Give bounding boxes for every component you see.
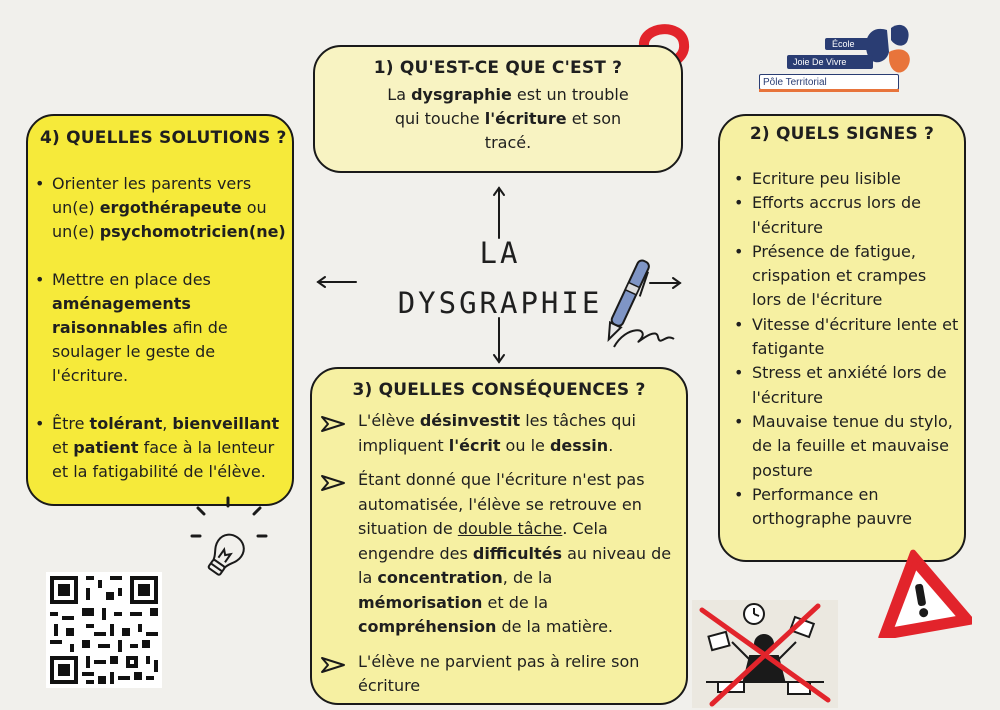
- list-item: • Vitesse d'écriture lente et fatigante: [752, 313, 960, 362]
- arrow-bullet-icon: [320, 656, 346, 674]
- list-item: L'élève désinvestit les tâches qui impliquent l'écrit ou le dessin.: [358, 409, 678, 458]
- warning-icon: [868, 546, 972, 638]
- solutions-title: 4) QUELLES SOLUTIONS ?: [40, 128, 287, 148]
- pen-icon: [596, 255, 686, 355]
- list-item: Étant donné que l'écriture n'est pas automatisée, l'élève se retrouve en situation de double tâche. Cela engendre des difficultés au niveau de la concentration, de la mémorisation et de la compréhension de la matière.: [358, 468, 678, 640]
- lightbulb-icon: [188, 496, 272, 588]
- consequences-list: [358, 409, 678, 699]
- arrow-bullet-icon: [320, 474, 346, 492]
- list-item: • Stress et anxiété lors de l'écriture: [752, 361, 960, 410]
- arrow-bullet-icon: [320, 415, 346, 433]
- consequences-box: [310, 367, 688, 705]
- list-item: • Présence de fatigue, crispation et crampes lors de l'écriture: [752, 240, 960, 313]
- list-item: • Être tolérant, bienveillant et patient face à la lenteur et la fatigabilité de l'élève.: [52, 412, 286, 484]
- list-item: L'élève ne parvient pas à relire son écriture: [358, 650, 678, 699]
- signs-box: [718, 114, 966, 562]
- signs-list: [752, 167, 960, 531]
- center-title-line1: LA: [479, 236, 521, 270]
- logo-line1: École: [832, 39, 855, 49]
- signs-title: 2) QUELS SIGNES ?: [749, 124, 935, 144]
- solutions-list: [52, 172, 286, 484]
- stressed-student-icon: [692, 600, 838, 708]
- list-item: • Mettre en place des aménagements raisonnables afin de soulager le geste de l'écriture.: [52, 268, 286, 388]
- list-item: • Performance en orthographe pauvre: [752, 483, 960, 532]
- logo-line2: Joie De Vivre: [793, 57, 847, 67]
- solutions-box: [26, 114, 294, 506]
- list-item: • Orienter les parents vers un(e) ergothérapeute ou un(e) psychomotricien(ne): [52, 172, 286, 244]
- list-item: • Efforts accrus lors de l'écriture: [752, 191, 960, 240]
- qr-code: [46, 572, 162, 688]
- definition-text: La dysgraphie est un trouble qui touche l'écriture et son tracé.: [387, 85, 629, 152]
- consequences-title: 3) QUELLES CONSÉQUENCES ?: [352, 380, 646, 400]
- definition-box: [313, 45, 683, 173]
- list-item: • Ecriture peu lisible: [752, 167, 960, 191]
- logo-line3: Pôle Territorial: [763, 77, 827, 88]
- definition-title: 1) QU'EST-CE QUE C'EST ?: [373, 58, 623, 78]
- center-title-line2: DYSGRAPHIE: [397, 286, 603, 320]
- school-logo: [757, 22, 917, 92]
- list-item: • Mauvaise tenue du stylo, de la feuille et mauvaise posture: [752, 410, 960, 483]
